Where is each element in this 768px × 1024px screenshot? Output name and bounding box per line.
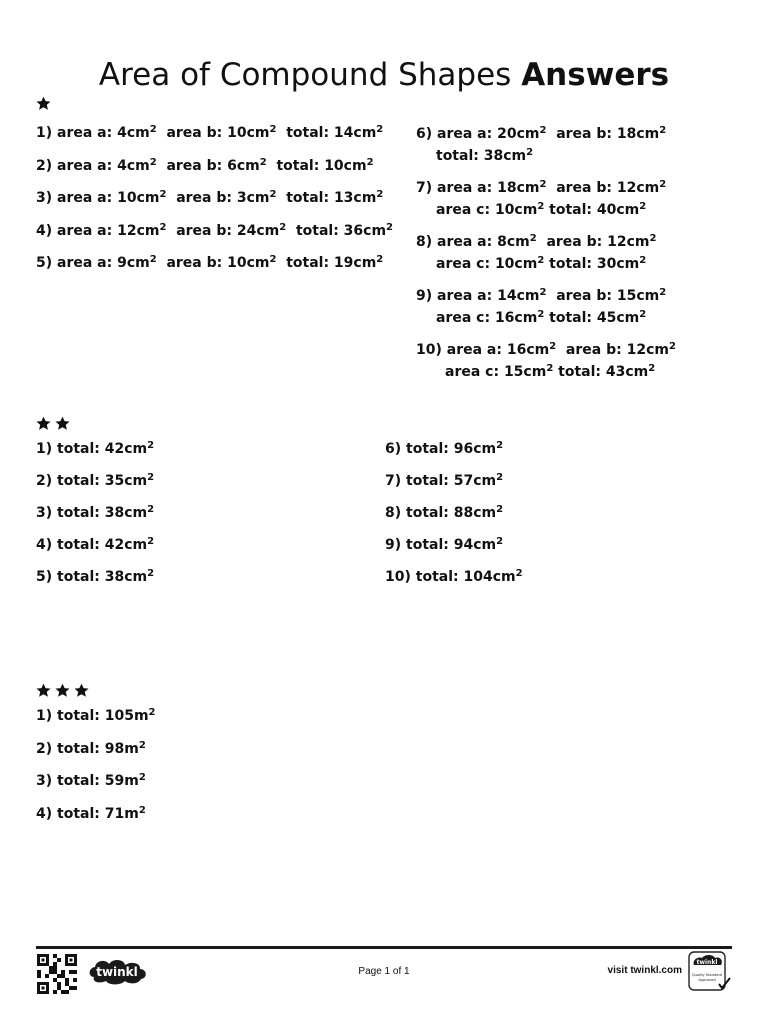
- answer-text: 1) total: 105m: [36, 708, 149, 724]
- unit-exponent: 2: [269, 189, 277, 200]
- unit-exponent: 2: [659, 179, 667, 190]
- answer-line: [436, 255, 646, 273]
- unit-exponent: 2: [269, 124, 277, 135]
- answer-line: [436, 147, 533, 165]
- answer-line: [36, 504, 154, 522]
- answer-line: [36, 254, 383, 272]
- answer-text: 6) total: 96cm: [385, 441, 497, 457]
- unit-exponent: 2: [138, 804, 146, 816]
- difficulty-stars: [36, 96, 51, 111]
- answer-text: 9) area a: 14cm: [416, 288, 540, 304]
- unit-exponent: 2: [639, 255, 647, 266]
- answer-text: 5) area a: 9cm: [36, 255, 150, 271]
- answer-text: area b: 6cm: [156, 157, 260, 174]
- quality-standard-badge-icon: [688, 951, 732, 993]
- star-icon: [36, 416, 51, 431]
- unit-exponent: 2: [138, 739, 146, 751]
- badge-line-1: Quality Standard: [691, 973, 723, 977]
- answer-text: area b: 12cm: [546, 180, 660, 196]
- unit-exponent: 2: [529, 233, 537, 244]
- unit-exponent: 2: [279, 221, 287, 233]
- answer-text: 10) total: 104cm: [385, 569, 516, 585]
- unit-exponent: 2: [659, 125, 667, 136]
- answer-text: 5) total: 38cm: [36, 569, 148, 585]
- answer-text: 6) area a: 20cm: [416, 126, 540, 142]
- unit-exponent: 2: [648, 363, 656, 374]
- answer-line: [416, 287, 666, 305]
- answer-line: [36, 189, 383, 207]
- answer-text: area b: 12cm: [556, 342, 669, 358]
- answer-line: [416, 125, 666, 143]
- unit-exponent: 2: [259, 156, 267, 168]
- title-text: Area of Compound Shapes: [98, 56, 512, 93]
- answer-text: area b: 10cm: [156, 125, 270, 141]
- unit-exponent: 2: [149, 156, 157, 168]
- unit-exponent: 2: [496, 504, 504, 515]
- answer-text: area c: 10cm: [436, 256, 538, 272]
- answer-text: area b: 24cm: [166, 222, 280, 239]
- answer-line: [36, 124, 383, 142]
- answer-text: 4) total: 71m: [36, 805, 139, 822]
- unit-exponent: 2: [539, 287, 547, 298]
- answer-text: 2) total: 98m: [36, 740, 139, 757]
- unit-exponent: 2: [639, 201, 647, 212]
- answer-text: total: 14cm: [276, 125, 377, 141]
- answer-text: total: 19cm: [276, 255, 377, 271]
- answer-line: [416, 179, 666, 197]
- answer-text: total: 13cm: [276, 190, 377, 206]
- unit-exponent: 2: [159, 221, 167, 233]
- answer-text: area c: 10cm: [436, 202, 538, 218]
- answer-line: [436, 201, 646, 219]
- answer-text: 3) area a: 10cm: [36, 190, 160, 206]
- unit-exponent: 2: [147, 568, 155, 579]
- unit-exponent: 2: [147, 536, 155, 547]
- unit-exponent: 2: [149, 254, 157, 265]
- answer-line: [36, 568, 154, 586]
- answer-text: 8) area a: 8cm: [416, 234, 530, 250]
- visit-link[interactable]: visit twinkl.com: [607, 965, 682, 976]
- badge-logo-text: twinkl: [696, 959, 718, 966]
- star-icon: [36, 683, 51, 698]
- unit-exponent: 2: [366, 156, 374, 168]
- answer-line: [385, 472, 503, 490]
- unit-exponent: 2: [138, 772, 146, 783]
- difficulty-stars: [36, 416, 70, 431]
- unit-exponent: 2: [539, 125, 547, 136]
- answer-text: area b: 12cm: [536, 234, 650, 250]
- answer-text: total: 43cm: [553, 364, 649, 380]
- answer-text: total: 38cm: [436, 148, 527, 164]
- answer-text: total: 40cm: [544, 202, 640, 218]
- unit-exponent: 2: [537, 201, 545, 212]
- unit-exponent: 2: [386, 221, 394, 233]
- unit-exponent: 2: [668, 341, 676, 352]
- answer-text: area b: 18cm: [546, 126, 660, 142]
- unit-exponent: 2: [539, 179, 547, 190]
- answer-text: total: 45cm: [544, 310, 640, 326]
- answer-text: area c: 16cm: [436, 310, 538, 326]
- unit-exponent: 2: [147, 440, 155, 451]
- answer-text: 10) area a: 16cm: [416, 342, 550, 358]
- answer-text: 4) area a: 12cm: [36, 222, 160, 239]
- answer-line: [36, 805, 146, 823]
- answer-text: 4) total: 42cm: [36, 537, 148, 553]
- logo-text: twinkl: [96, 965, 138, 979]
- answer-text: 3) total: 59m: [36, 773, 139, 789]
- unit-exponent: 2: [537, 309, 545, 320]
- star-icon: [74, 683, 89, 698]
- unit-exponent: 2: [496, 472, 504, 483]
- unit-exponent: 2: [148, 707, 156, 718]
- answer-text: total: 10cm: [266, 157, 367, 174]
- star-icon: [55, 683, 70, 698]
- answer-line: [36, 157, 374, 175]
- unit-exponent: 2: [159, 189, 167, 200]
- answer-line: [416, 341, 676, 359]
- page-title: [0, 57, 768, 93]
- answer-text: area c: 15cm: [445, 364, 547, 380]
- answer-line: [385, 440, 503, 458]
- answer-line: [36, 707, 156, 725]
- unit-exponent: 2: [376, 124, 384, 135]
- answer-line: [445, 363, 655, 381]
- answer-line: [36, 440, 154, 458]
- footer-divider: [36, 946, 732, 949]
- answer-text: 1) total: 42cm: [36, 441, 148, 457]
- answer-line: [385, 536, 503, 554]
- answer-text: 9) total: 94cm: [385, 537, 497, 553]
- answer-text: total: 36cm: [286, 222, 387, 239]
- answer-text: area b: 10cm: [156, 255, 270, 271]
- answer-line: [36, 740, 146, 758]
- unit-exponent: 2: [147, 504, 155, 515]
- answer-line: [36, 772, 146, 790]
- unit-exponent: 2: [496, 440, 504, 451]
- unit-exponent: 2: [649, 233, 657, 244]
- answer-text: 3) total: 38cm: [36, 505, 148, 521]
- answer-text: 2) total: 35cm: [36, 473, 148, 489]
- badge-line-2: Approved: [698, 978, 716, 982]
- unit-exponent: 2: [549, 341, 557, 352]
- answer-line: [385, 504, 503, 522]
- star-icon: [36, 96, 51, 111]
- answer-line: [36, 472, 154, 490]
- answer-text: 2) area a: 4cm: [36, 157, 150, 174]
- page-number: Page 1 of 1: [358, 966, 410, 977]
- answer-line: [416, 233, 656, 251]
- unit-exponent: 2: [147, 472, 155, 483]
- answer-text: area b: 3cm: [166, 190, 270, 206]
- star-icon: [55, 416, 70, 431]
- unit-exponent: 2: [269, 254, 277, 265]
- difficulty-stars: [36, 683, 89, 698]
- answer-text: area b: 15cm: [546, 288, 660, 304]
- answer-text: 7) total: 57cm: [385, 473, 497, 489]
- title-bold-text: Answers: [521, 56, 670, 93]
- answer-text: 7) area a: 18cm: [416, 180, 540, 196]
- answer-line: [36, 222, 393, 240]
- unit-exponent: 2: [149, 124, 157, 135]
- unit-exponent: 2: [376, 189, 384, 200]
- unit-exponent: 2: [639, 309, 647, 320]
- answer-line: [436, 309, 646, 327]
- unit-exponent: 2: [496, 536, 504, 547]
- answer-text: 1) area a: 4cm: [36, 125, 150, 141]
- unit-exponent: 2: [526, 147, 534, 158]
- unit-exponent: 2: [659, 287, 667, 298]
- answer-text: 8) total: 88cm: [385, 505, 497, 521]
- unit-exponent: 2: [515, 568, 523, 579]
- answer-line: [36, 536, 154, 554]
- answer-line: [385, 568, 523, 586]
- unit-exponent: 2: [537, 255, 545, 266]
- unit-exponent: 2: [546, 363, 554, 374]
- answer-text: total: 30cm: [544, 256, 640, 272]
- unit-exponent: 2: [376, 254, 384, 265]
